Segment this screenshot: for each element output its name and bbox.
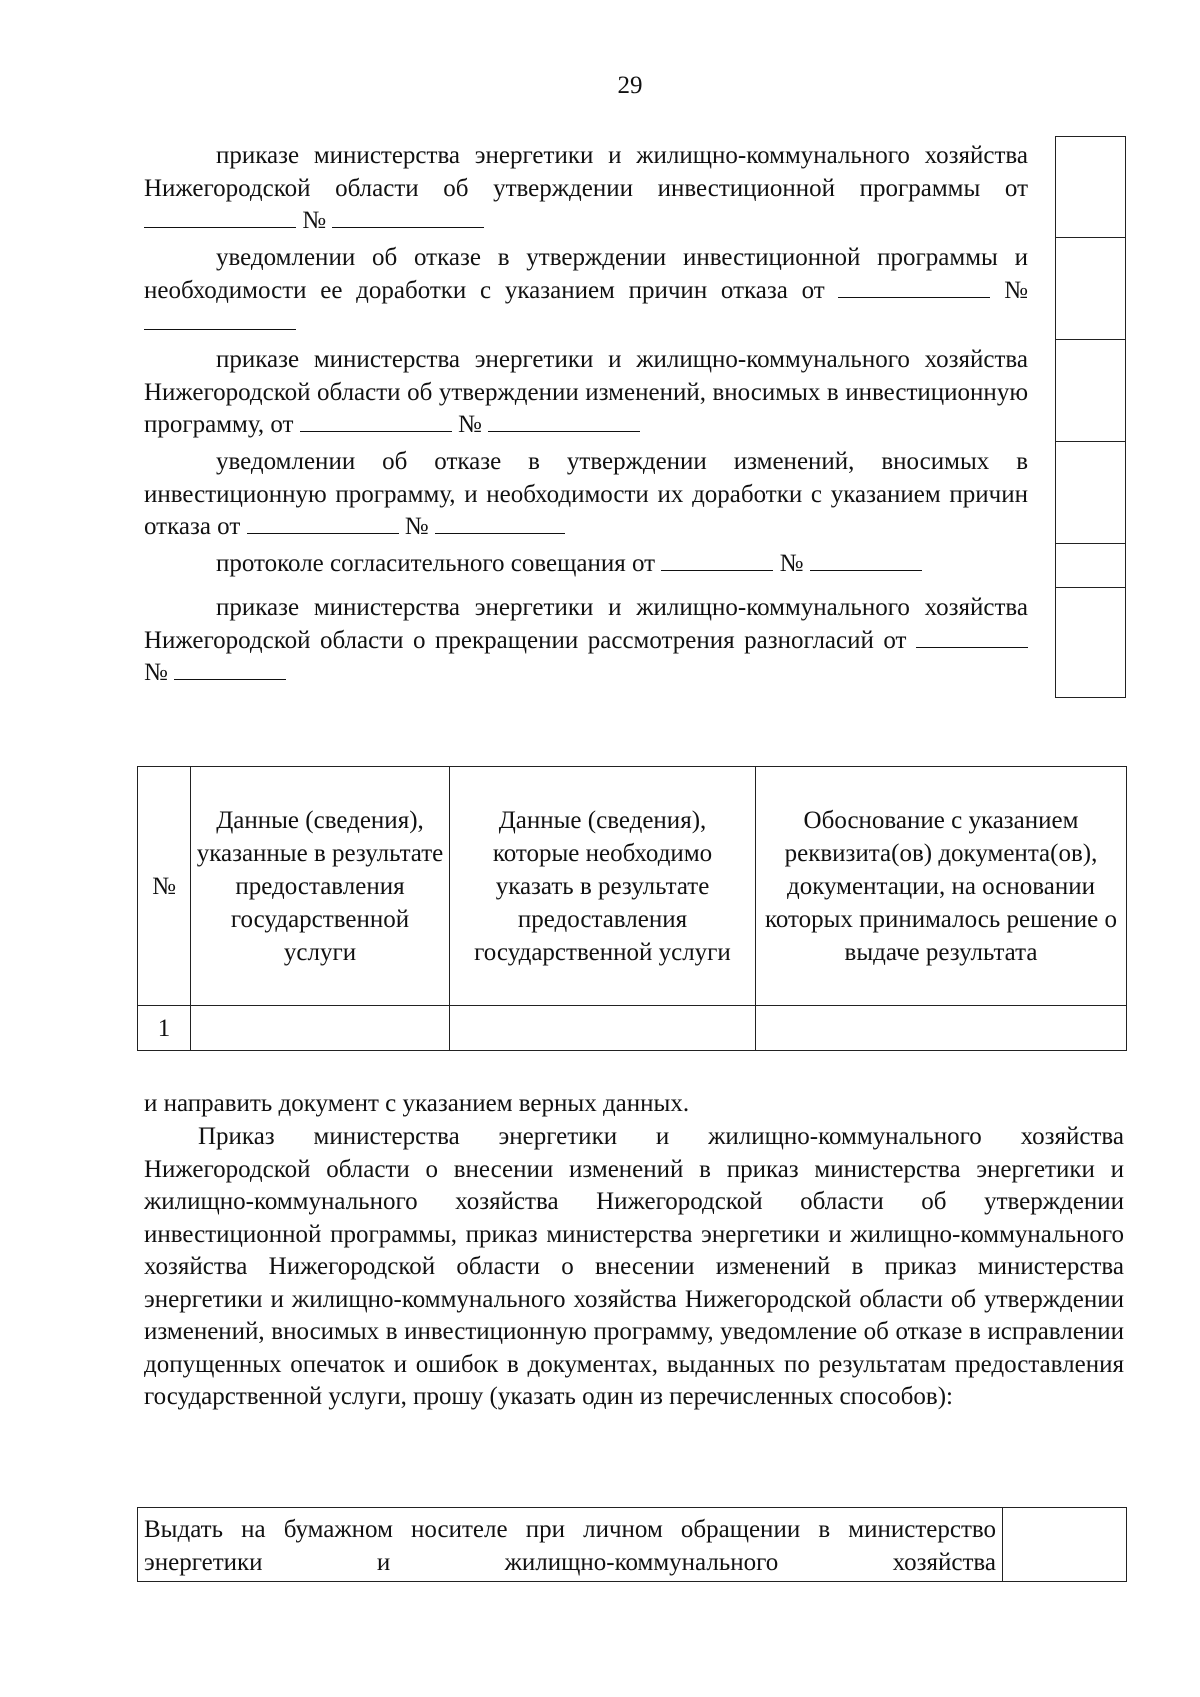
option-row (144, 136, 1126, 238)
date-blank[interactable] (300, 411, 452, 432)
corrections-table (137, 766, 1127, 1051)
option-row (144, 544, 1126, 588)
date-blank[interactable] (247, 513, 399, 534)
main-paragraph: Приказ министерства энергетики и жилищно-коммунального хозяйства Нижегородской области о внесении изменений в приказ министерства энергетики и жилищно-коммунального хозяйства Нижегородской области об утверждении инвестиционной программы, приказ министерства энергетики и жилищно-коммунального хозяйства Нижегородской области о внесении изменений в приказ министерства энергетики и жилищно-коммунального хозяйства Нижегородской области об утверждении изменений, вносимых в инвестиционную программу, уведомление об отказе в исправлении допущенных опечаток и ошибок в документах, выданных по результатам предоставления государственной услуги, прошу (указать один из перечисленных способов): (144, 1123, 1124, 1410)
option-checkbox[interactable] (1055, 442, 1126, 544)
option-checkbox[interactable] (1055, 340, 1126, 442)
number-blank[interactable] (144, 309, 296, 330)
col-header-correct-data: Данные (сведения), которые необходимо указать в результате предоставления государственной услуги (450, 767, 756, 1006)
date-blank[interactable] (838, 277, 990, 298)
option-lead: приказе министерства энергетики и жилищно-коммунального хозяйства Нижегородской области о прекращении рассмотрения разногласий от (144, 594, 1028, 654)
row-number-cell: 1 (138, 1006, 191, 1051)
justification-cell[interactable] (756, 1006, 1127, 1051)
date-blank[interactable] (916, 627, 1028, 648)
option-lead: приказе министерства энергетики и жилищно-коммунального хозяйства Нижегородской области об утверждении изменений, вносимых в инвестиционную программу, от (144, 346, 1028, 438)
table-row (138, 1006, 1127, 1051)
option-checkbox[interactable] (1055, 238, 1126, 340)
date-blank[interactable] (144, 207, 296, 228)
number-sign: № (457, 411, 482, 438)
option-lead: уведомлении об отказе в утверждении инвестиционной программы и необходимости ее доработки с указанием причин отказа от (144, 244, 1028, 304)
delivery-option-row (138, 1508, 1127, 1582)
delivery-option-table (137, 1507, 1127, 1582)
document-options-list (144, 136, 1126, 698)
option-row (144, 340, 1126, 442)
option-lead: уведомлении об отказе в утверждении изменений, вносимых в инвестиционную программу, и необходимости их доработки с указанием причин отказа от (144, 448, 1028, 540)
correct-data-cell[interactable] (450, 1006, 756, 1051)
number-sign: № (144, 659, 168, 686)
given-data-cell[interactable] (191, 1006, 450, 1051)
page-number: 29 (617, 72, 643, 99)
option-lead: приказе министерства энергетики и жилищно-коммунального хозяйства Нижегородской области об утверждении инвестиционной программы от (144, 142, 1028, 202)
option-checkbox[interactable] (1055, 544, 1126, 588)
option-text (144, 340, 1042, 442)
number-sign: № (404, 513, 429, 540)
number-sign: № (779, 550, 804, 577)
table-header-row (138, 767, 1127, 1006)
delivery-option-checkbox[interactable] (1003, 1508, 1127, 1582)
number-blank[interactable] (488, 411, 640, 432)
number-blank[interactable] (810, 550, 922, 571)
option-lead: протоколе согласительного совещания от (216, 550, 656, 577)
col-header-justification: Обоснование с указанием реквизита(ов) документа(ов), документации, на основании которых принималось решение о выдаче результата (756, 767, 1127, 1006)
option-checkbox[interactable] (1055, 588, 1126, 698)
date-blank[interactable] (661, 550, 773, 571)
number-sign: № (1004, 276, 1029, 304)
delivery-option-text: Выдать на бумажном носителе при личном обращении в министерство энергетики и жилищно-коммунального хозяйства (138, 1508, 1003, 1582)
number-sign: № (302, 207, 327, 234)
number-blank[interactable] (174, 659, 286, 680)
option-text (144, 544, 1042, 588)
col-header-given-data: Данные (сведения), указанные в результате предоставления государственной услуги (191, 767, 450, 1006)
option-row (144, 238, 1126, 340)
number-blank[interactable] (332, 207, 484, 228)
option-text (144, 136, 1042, 238)
option-text (144, 238, 1042, 340)
option-checkbox[interactable] (1055, 136, 1126, 238)
option-row (144, 588, 1126, 698)
option-text (144, 442, 1042, 544)
option-row (144, 442, 1126, 544)
number-blank[interactable] (435, 513, 565, 534)
instruction-note: и направить документ с указанием верных данных. (144, 1090, 690, 1117)
col-header-number: № (138, 767, 191, 1006)
option-text (144, 588, 1042, 698)
